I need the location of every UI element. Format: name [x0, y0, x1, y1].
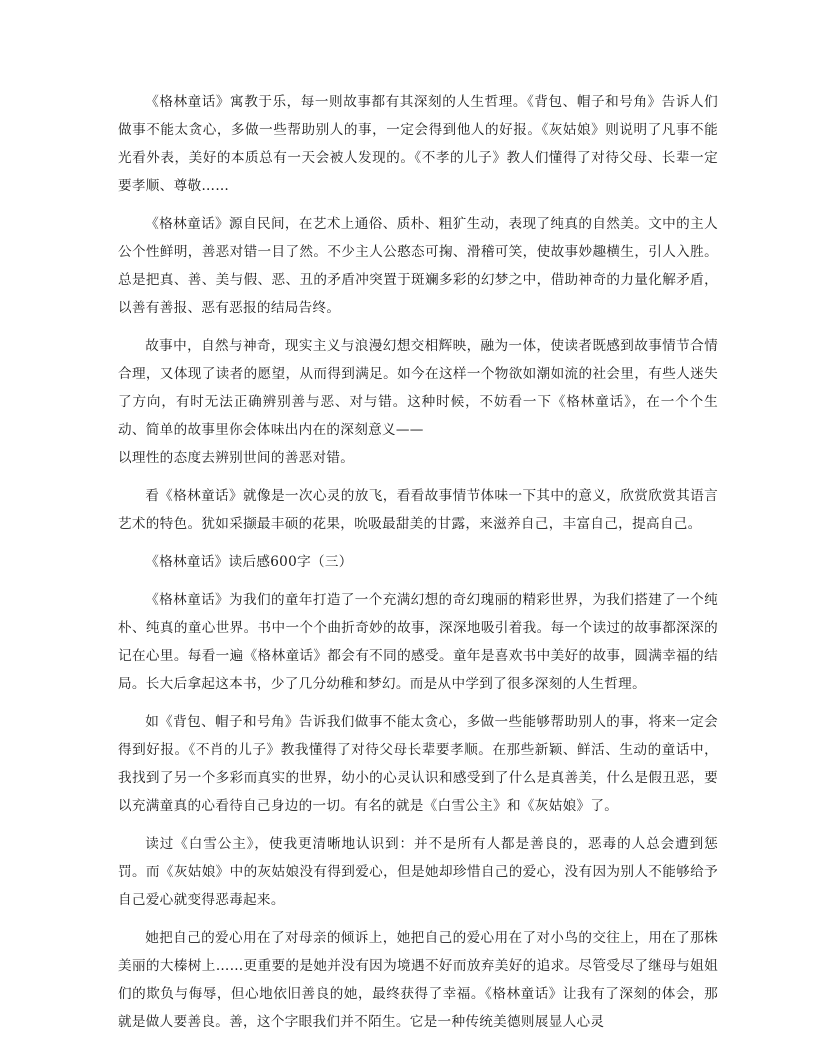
document-page	[118, 88, 718, 1046]
paragraph-8: 她把自己的爱心用在了对母亲的倾诉上，她把自己的爱心用在了对小鸟的交往上，用在了那株美丽的大榛树上……更重要的是她并没有因为境遇不好而放弃美好的追求。尽管受尽了继母与姐姐们的欺负与侮辱，但心地依旧善良的她，最终获得了幸福。《格林童话》让我有了深刻的体会，那就是做人要善良。善，这个字眼我们并不陌生。它是一种传统美德则展显人心灵	[118, 930, 718, 1030]
paragraph-1: 《格林童话》寓教于乐，每一则故事都有其深刻的人生哲理。《背包、帽子和号角》告诉人们做事不能太贪心，多做一些帮助别人的事，一定会得到他人的好报。《灰姑娘》则说明了凡事不能光看外表，美好的本质总有一天会被人发现的。《不孝的儿子》教人们懂得了对待父母、长辈一定要孝顺、尊敬……	[118, 94, 718, 194]
paragraph-5: 《格林童话》为我们的童年打造了一个充满幻想的奇幻瑰丽的精彩世界，为我们搭建了一个纯朴、纯真的童心世界。书中一个个曲折奇妙的故事，深深地吸引着我。每一个读过的故事都深深的记在心里。每看一遍《格林童话》都会有不同的感受。童年是喜欢书中美好的故事，圆满幸福的结局。长大后拿起这本书，少了几分幼稚和梦幻。而是从中学到了很多深刻的人生哲理。	[118, 592, 718, 692]
paragraph-6: 如《背包、帽子和号角》告诉我们做事不能太贪心，多做一些能够帮助别人的事，将来一定会得到好报。《不肖的儿子》教我懂得了对待父母长辈要孝顺。在那些新颖、鲜活、生动的童话中，我找到了另一个多彩而真实的世界，幼小的心灵认识和感受到了什么是真善美，什么是假丑恶，要以充满童真的心看待自己身边的一切。有名的就是《白雪公主》和《灰姑娘》了。	[118, 714, 718, 814]
paragraph-3: 故事中，自然与神奇，现实主义与浪漫幻想交相辉映，融为一体，使读者既感到故事情节合情合理，又体现了读者的愿望，从而得到满足。如今在这样一个物欲如潮如流的社会里，有些人迷失了方向，有时无法正确辨别善与恶、对与错。这种时候，不妨看一下《格林童话》，在一个个生动、简单的故事里你会体味出内在的深刻意义——	[118, 338, 718, 438]
section-heading: 《格林童话》读后感600字（三）	[145, 554, 353, 570]
paragraph-4: 看《格林童话》就像是一次心灵的放飞，看看故事情节体味一下其中的意义，欣赏欣赏其语言艺术的特色。犹如采撷最丰硕的花果，吮吸最甜美的甘露，来滋养自己，丰富自己，提高自己。	[118, 488, 718, 532]
paragraph-3-continued: 以理性的态度去辨别世间的善恶对错。	[118, 450, 355, 466]
paragraph-7: 读过《白雪公主》，使我更清晰地认识到：并不是所有人都是善良的，恶毒的人总会遭到惩罚。而《灰姑娘》中的灰姑娘没有得到爱心，但是她却珍惜自己的爱心，没有因为别人不能够给予自己爱心就变得恶毒起来。	[118, 836, 718, 908]
paragraph-2: 《格林童话》源自民间，在艺术上通俗、质朴、粗犷生动，表现了纯真的自然美。文中的主人公个性鲜明，善恶对错一目了然。不少主人公憨态可掬、滑稽可笑，使故事妙趣横生，引人入胜。总是把真、善、美与假、恶、丑的矛盾冲突置于斑斓多彩的幻梦之中，借助神奇的力量化解矛盾，以善有善报、恶有恶报的结局告终。	[118, 216, 718, 316]
